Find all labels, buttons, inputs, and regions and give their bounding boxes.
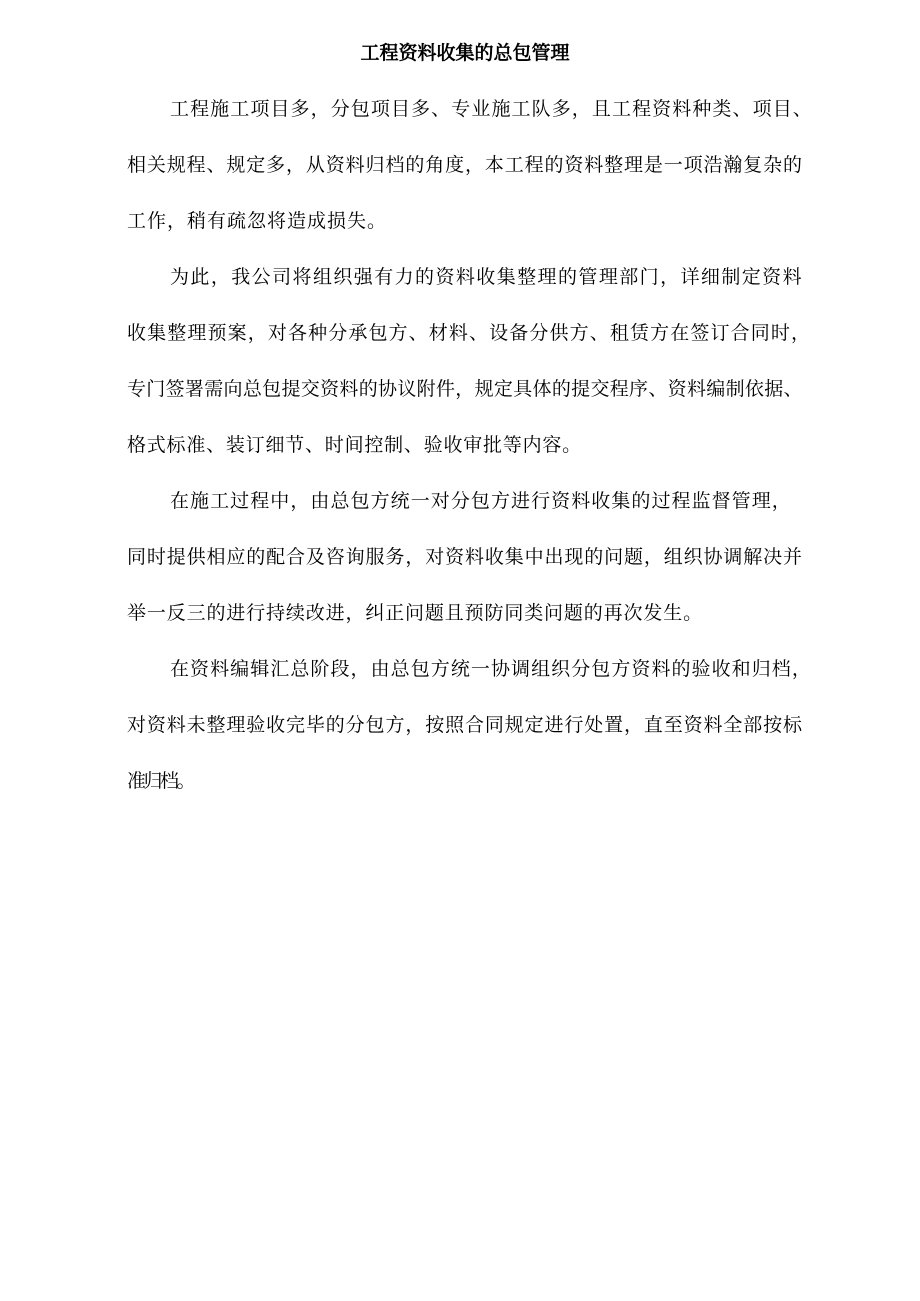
paragraph-4-line-2: 对资料未整理验收完毕的分包方，按照合同规定进行处置，直至资料全部按标	[127, 714, 803, 736]
paragraph-1-line-3: 工作，稍有疏忽将造成损失。	[127, 210, 388, 232]
document-title: 工程资料收集的总包管理	[360, 42, 570, 64]
paragraph-2-line-3: 专门签署需向总包提交资料的协议附件，规定具体的提交程序、资料编制依据、	[127, 378, 803, 400]
paragraph-3-line-2: 同时提供相应的配合及咨询服务，对资料收集中出现的问题，组织协调解决并	[127, 546, 803, 568]
paragraph-1-line-2: 相关规程、规定多，从资料归档的角度，本工程的资料整理是一项浩瀚复杂的	[127, 154, 803, 176]
paragraph-2-line-1: 为此，我公司将组织强有力的资料收集整理的管理部门，详细制定资料	[170, 266, 804, 288]
paragraph-4-line-3: 准归档。	[127, 770, 194, 792]
paragraph-2-line-4: 格式标准、装订细节、时间控制、验收审批等内容。	[127, 434, 582, 456]
paragraph-3-line-1: 在施工过程中，由总包方统一对分包方进行资料收集的过程监督管理，	[170, 490, 792, 512]
paragraph-1-line-1: 工程施工项目多，分包项目多、专业施工队多，且工程资料种类、项目、	[170, 98, 813, 120]
paragraph-2-line-2: 收集整理预案，对各种分承包方、材料、设备分供方、租赁方在签订合同时，	[127, 322, 812, 344]
paragraph-4-line-1: 在资料编辑汇总阶段，由总包方统一协调组织分包方资料的验收和归档，	[170, 658, 812, 680]
paragraph-3-line-3: 举一反三的进行持续改进，纠正问题且预防同类问题的再次发生。	[127, 602, 703, 624]
